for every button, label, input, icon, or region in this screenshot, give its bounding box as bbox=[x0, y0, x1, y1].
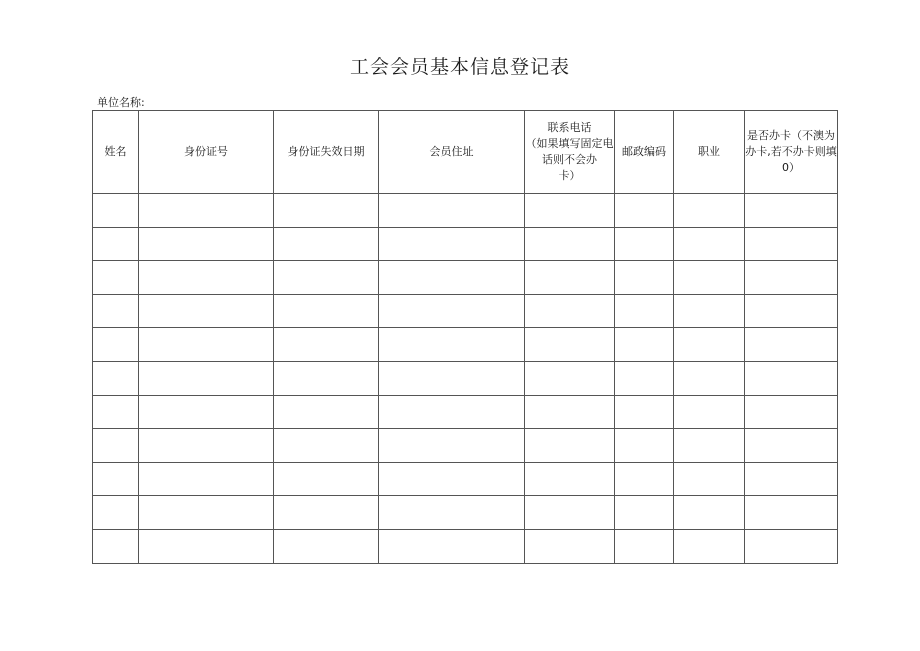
cell-id-expiry-date[interactable] bbox=[274, 194, 379, 228]
table-row bbox=[93, 328, 838, 362]
cell-id-number[interactable] bbox=[139, 395, 274, 429]
cell-contact-phone[interactable] bbox=[525, 294, 615, 328]
cell-id-number[interactable] bbox=[139, 529, 274, 563]
cell-contact-phone[interactable] bbox=[525, 429, 615, 463]
cell-occupation[interactable] bbox=[674, 462, 745, 496]
cell-card-application[interactable] bbox=[745, 294, 838, 328]
cell-id-number[interactable] bbox=[139, 462, 274, 496]
cell-card-application[interactable] bbox=[745, 328, 838, 362]
table-row bbox=[93, 361, 838, 395]
table-row bbox=[93, 261, 838, 295]
cell-name[interactable] bbox=[93, 261, 139, 295]
header-name: 姓名 bbox=[93, 111, 139, 194]
cell-id-expiry-date[interactable] bbox=[274, 261, 379, 295]
cell-postal-code[interactable] bbox=[615, 429, 674, 463]
cell-id-expiry-date[interactable] bbox=[274, 429, 379, 463]
cell-name[interactable] bbox=[93, 462, 139, 496]
cell-name[interactable] bbox=[93, 395, 139, 429]
cell-occupation[interactable] bbox=[674, 194, 745, 228]
cell-card-application[interactable] bbox=[745, 496, 838, 530]
cell-occupation[interactable] bbox=[674, 529, 745, 563]
cell-occupation[interactable] bbox=[674, 429, 745, 463]
cell-member-address[interactable] bbox=[379, 328, 525, 362]
cell-name[interactable] bbox=[93, 294, 139, 328]
cell-contact-phone[interactable] bbox=[525, 227, 615, 261]
cell-occupation[interactable] bbox=[674, 227, 745, 261]
cell-contact-phone[interactable] bbox=[525, 496, 615, 530]
table-row bbox=[93, 194, 838, 228]
table-row bbox=[93, 294, 838, 328]
cell-contact-phone[interactable] bbox=[525, 462, 615, 496]
cell-member-address[interactable] bbox=[379, 227, 525, 261]
cell-occupation[interactable] bbox=[674, 395, 745, 429]
cell-id-number[interactable] bbox=[139, 328, 274, 362]
table-row bbox=[93, 496, 838, 530]
header-contact-phone: 联系电话 （如果填写固定电 话则不会办 卡） bbox=[525, 111, 615, 194]
cell-card-application[interactable] bbox=[745, 194, 838, 228]
cell-postal-code[interactable] bbox=[615, 294, 674, 328]
cell-postal-code[interactable] bbox=[615, 361, 674, 395]
cell-id-number[interactable] bbox=[139, 294, 274, 328]
cell-name[interactable] bbox=[93, 429, 139, 463]
cell-member-address[interactable] bbox=[379, 261, 525, 295]
cell-member-address[interactable] bbox=[379, 395, 525, 429]
cell-id-number[interactable] bbox=[139, 227, 274, 261]
cell-contact-phone[interactable] bbox=[525, 361, 615, 395]
cell-occupation[interactable] bbox=[674, 361, 745, 395]
header-id-expiry-date: 身份证失效日期 bbox=[274, 111, 379, 194]
cell-name[interactable] bbox=[93, 328, 139, 362]
header-occupation: 职业 bbox=[674, 111, 745, 194]
cell-member-address[interactable] bbox=[379, 529, 525, 563]
cell-postal-code[interactable] bbox=[615, 227, 674, 261]
cell-id-expiry-date[interactable] bbox=[274, 529, 379, 563]
cell-contact-phone[interactable] bbox=[525, 395, 615, 429]
header-card-application: 是否办卡（不澳为 办卡,若不办卡则填 0） bbox=[745, 111, 838, 194]
member-registration-table bbox=[92, 110, 838, 564]
cell-postal-code[interactable] bbox=[615, 496, 674, 530]
cell-card-application[interactable] bbox=[745, 395, 838, 429]
header-member-address: 会员住址 bbox=[379, 111, 525, 194]
table-row bbox=[93, 462, 838, 496]
cell-id-expiry-date[interactable] bbox=[274, 395, 379, 429]
cell-name[interactable] bbox=[93, 529, 139, 563]
cell-postal-code[interactable] bbox=[615, 529, 674, 563]
cell-occupation[interactable] bbox=[674, 294, 745, 328]
cell-postal-code[interactable] bbox=[615, 395, 674, 429]
table-row bbox=[93, 429, 838, 463]
header-id-number: 身份证号 bbox=[139, 111, 274, 194]
table-row bbox=[93, 529, 838, 563]
cell-name[interactable] bbox=[93, 227, 139, 261]
cell-postal-code[interactable] bbox=[615, 328, 674, 362]
cell-card-application[interactable] bbox=[745, 529, 838, 563]
cell-postal-code[interactable] bbox=[615, 261, 674, 295]
cell-card-application[interactable] bbox=[745, 462, 838, 496]
cell-id-number[interactable] bbox=[139, 496, 274, 530]
header-postal-code: 邮政编码 bbox=[615, 111, 674, 194]
cell-occupation[interactable] bbox=[674, 261, 745, 295]
cell-occupation[interactable] bbox=[674, 496, 745, 530]
table-row bbox=[93, 395, 838, 429]
cell-id-expiry-date[interactable] bbox=[274, 227, 379, 261]
cell-id-expiry-date[interactable] bbox=[274, 462, 379, 496]
cell-id-expiry-date[interactable] bbox=[274, 328, 379, 362]
header-row bbox=[93, 111, 838, 194]
cell-contact-phone[interactable] bbox=[525, 194, 615, 228]
cell-postal-code[interactable] bbox=[615, 462, 674, 496]
cell-card-application[interactable] bbox=[745, 429, 838, 463]
form-title: 工会会员基本信息登记表 bbox=[349, 56, 570, 78]
table-row bbox=[93, 227, 838, 261]
cell-member-address[interactable] bbox=[379, 462, 525, 496]
cell-member-address[interactable] bbox=[379, 361, 525, 395]
cell-name[interactable] bbox=[93, 194, 139, 228]
cell-card-application[interactable] bbox=[745, 361, 838, 395]
cell-postal-code[interactable] bbox=[615, 194, 674, 228]
cell-id-number[interactable] bbox=[139, 261, 274, 295]
cell-name[interactable] bbox=[93, 361, 139, 395]
cell-member-address[interactable] bbox=[379, 194, 525, 228]
cell-id-expiry-date[interactable] bbox=[274, 294, 379, 328]
cell-id-expiry-date[interactable] bbox=[274, 496, 379, 530]
cell-card-application[interactable] bbox=[745, 261, 838, 295]
cell-id-number[interactable] bbox=[139, 194, 274, 228]
cell-occupation[interactable] bbox=[674, 328, 745, 362]
cell-member-address[interactable] bbox=[379, 429, 525, 463]
cell-contact-phone[interactable] bbox=[525, 529, 615, 563]
cell-member-address[interactable] bbox=[379, 496, 525, 530]
cell-name[interactable] bbox=[93, 496, 139, 530]
cell-contact-phone[interactable] bbox=[525, 261, 615, 295]
cell-member-address[interactable] bbox=[379, 294, 525, 328]
cell-contact-phone[interactable] bbox=[525, 328, 615, 362]
cell-card-application[interactable] bbox=[745, 227, 838, 261]
table-body bbox=[93, 194, 838, 564]
unit-name-label: 单位名称: bbox=[97, 96, 145, 109]
cell-id-number[interactable] bbox=[139, 429, 274, 463]
cell-id-expiry-date[interactable] bbox=[274, 361, 379, 395]
cell-id-number[interactable] bbox=[139, 361, 274, 395]
